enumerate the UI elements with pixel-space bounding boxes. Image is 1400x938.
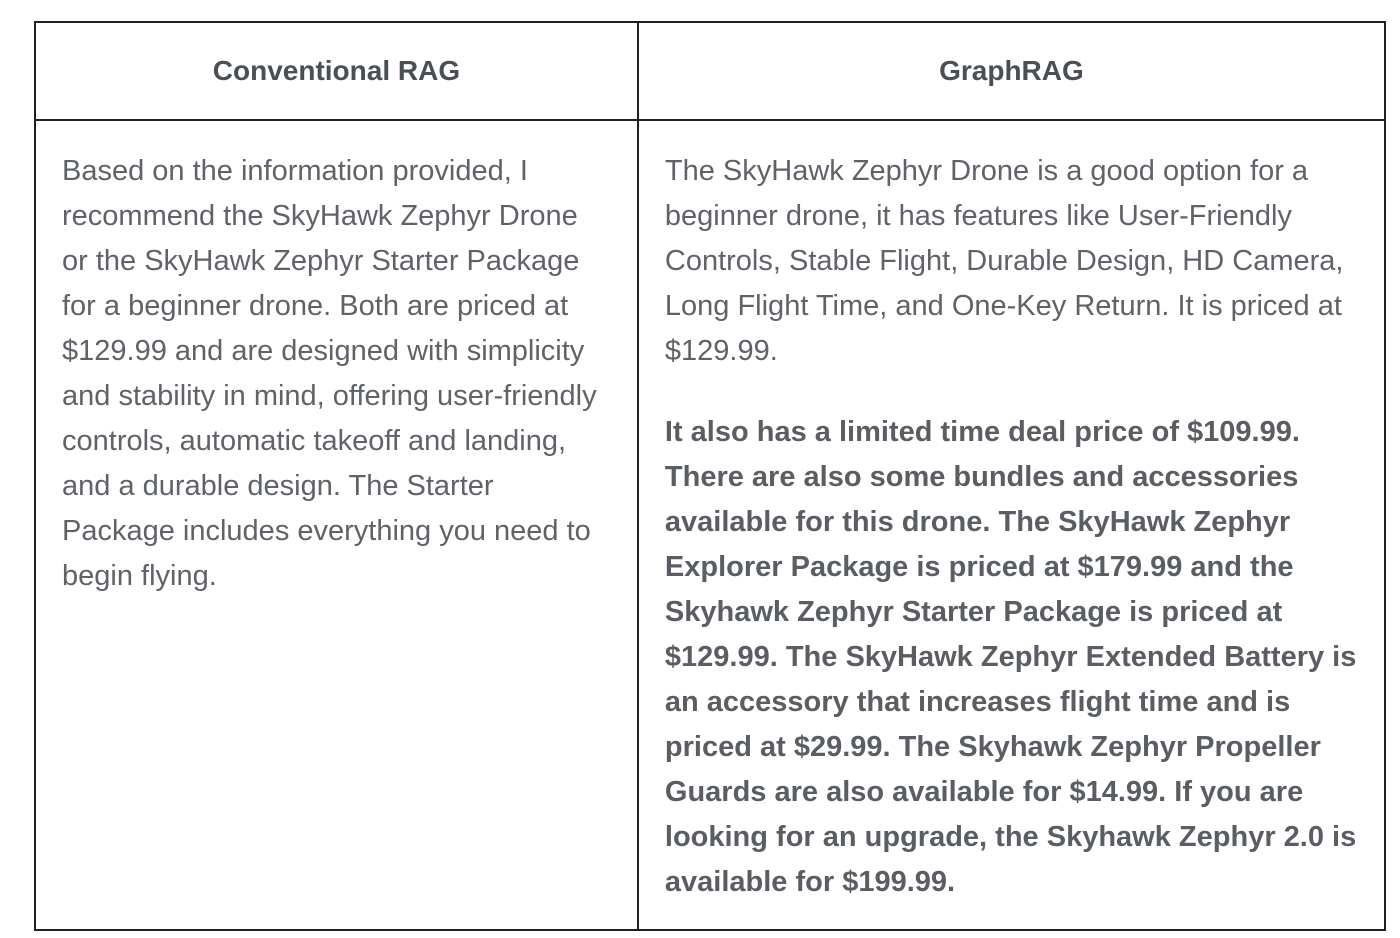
header-conventional-rag: Conventional RAG — [35, 22, 638, 120]
table-row — [35, 120, 1385, 930]
graphrag-answer-details: It also has a limited time deal price of $109.99. There are also some bundles and accessories available for this drone. The SkyHawk Zephyr Explorer Package is priced at $179.99 and the Skyhawk Zephyr Starter Package is priced at $129.99. The SkyHawk Zephyr Extended Battery is an accessory that increases flight time and is priced at $29.99. The Skyhawk Zephyr Propeller Guards are also available for $14.99. If you are looking for an upgrade, the Skyhawk Zephyr 2.0 is available for $199.99. — [664, 416, 1357, 898]
conventional-rag-cell — [35, 120, 638, 930]
table-header-row — [35, 22, 1385, 120]
graphrag-answer-intro: The SkyHawk Zephyr Drone is a good option for a beginner drone, it has features like User-Friendly Controls, Stable Flight, Durable Design, HD Camera, Long Flight Time, and One-Key Return. It is priced at $129.99. — [664, 155, 1344, 367]
conventional-rag-answer: Based on the information provided, I recommend the SkyHawk Zephyr Drone or the SkyHawk Zephyr Starter Package for a beginner drone. Both are priced at $129.99 and are designed with simplicity and stability in mind, offering user-friendly controls, automatic takeoff and landing, and a durable design. The Starter Package includes everything you need to begin flying. — [62, 155, 597, 592]
header-graphrag: GraphRAG — [638, 22, 1385, 120]
graphrag-cell — [638, 120, 1385, 930]
comparison-table — [34, 21, 1386, 931]
